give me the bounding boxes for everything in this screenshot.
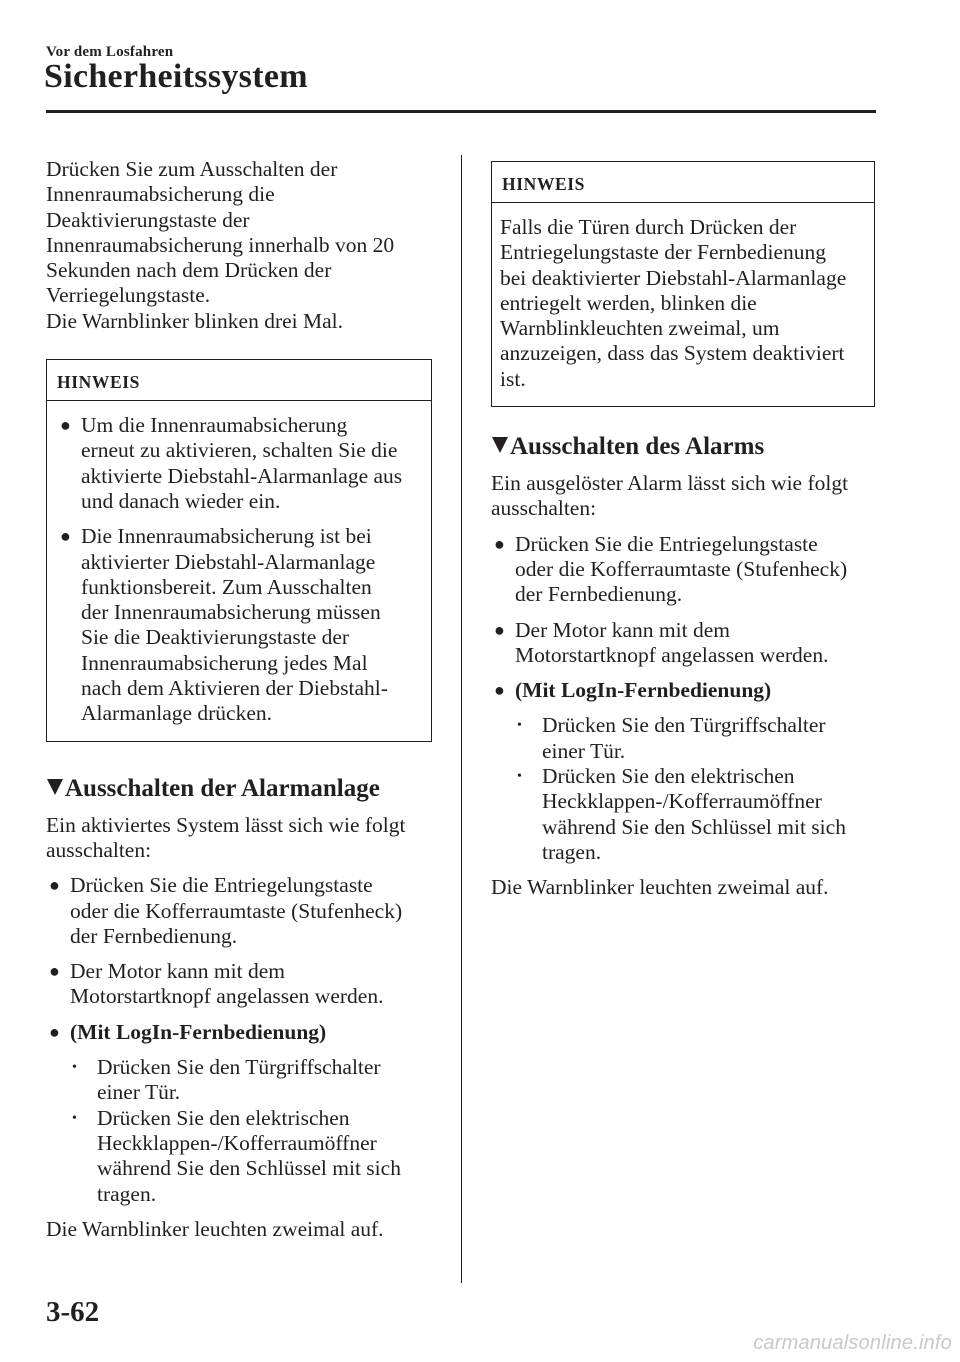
text-line: Drücken Sie zum Ausschalten der <box>46 157 338 181</box>
note-body <box>47 401 431 741</box>
text-line: Der Motor kann mit dem <box>70 959 285 984</box>
list-item <box>46 873 436 949</box>
text-line: Heckklappen-/Kofferraumöffner <box>542 789 822 814</box>
text-line: Die Innenraumabsicherung ist bei <box>81 524 372 549</box>
text-line: Drücken Sie den Türgriffschalter <box>542 713 826 738</box>
bullet-icon: ● <box>60 526 71 547</box>
list-item <box>57 524 423 726</box>
text-line: Die Warnblinker blinken drei Mal. <box>46 308 344 333</box>
sub-list-item <box>46 1055 436 1106</box>
bullet-icon: ● <box>60 415 71 436</box>
text-line: Innenraumabsicherung innerhalb von 20 <box>46 232 395 257</box>
text-line: Alarmanlage drücken. <box>81 701 273 726</box>
bullet-list <box>46 873 436 1207</box>
text-line: während Sie den Schlüssel mit sich <box>97 1156 401 1181</box>
section-intro <box>46 813 436 864</box>
text-line: der Innenraumabsicherung müssen <box>81 600 381 625</box>
closing-text: Die Warnblinker leuchten zweimal auf. <box>491 875 829 900</box>
text-line: Drücken Sie den elektrischen <box>97 1105 350 1130</box>
text-line: Innenraumabsicherung die <box>46 182 275 207</box>
text-line: Drücken Sie den elektrischen <box>542 764 795 789</box>
text-line: Heckklappen-/Kofferraumöffner <box>97 1130 377 1155</box>
note-box <box>46 359 432 742</box>
note-heading: HINWEIS <box>502 174 585 194</box>
text-line: der Fernbedienung. <box>70 923 238 948</box>
text-line: Verriegelungstaste. <box>46 283 211 308</box>
list-item <box>46 959 436 1010</box>
text-line: Entriegelungstaste der Fernbedienung <box>500 240 826 265</box>
text-line: ausschalten: <box>491 496 597 521</box>
text-line: Drücken Sie die Entriegelungstaste <box>70 873 373 898</box>
text-line: oder die Kofferraumtaste (Stufenheck) <box>515 556 848 581</box>
text-line: Der Motor kann mit dem <box>515 617 730 642</box>
section-label: Vor dem Losfahren <box>46 44 174 60</box>
text-line: aktivierte Diebstahl-Alarmanlage aus <box>81 463 403 488</box>
list-item <box>491 678 881 703</box>
triangle-icon <box>47 779 63 795</box>
text-line: einer Tür. <box>542 738 626 763</box>
page-title: Sicherheitssystem <box>44 58 308 95</box>
section-heading <box>491 432 881 462</box>
text-line: Falls die Türen durch Drücken der <box>500 215 797 239</box>
bullet-icon: ● <box>494 619 505 640</box>
note-box <box>491 161 875 407</box>
text-line: Warnblinkleuchten zweimal, um <box>500 316 780 341</box>
text-line: tragen. <box>542 839 602 864</box>
text-line: Innenraumabsicherung jedes Mal <box>81 650 368 675</box>
column-divider <box>461 155 462 1283</box>
text-line: funktionsbereit. Zum Ausschalten <box>81 574 372 599</box>
text-line: einer Tür. <box>97 1080 181 1105</box>
section-heading <box>46 774 436 804</box>
bullet-icon: ● <box>49 961 60 982</box>
text-line: und danach wieder ein. <box>81 488 281 513</box>
title-rule <box>46 110 876 113</box>
text-line: Drücken Sie die Entriegelungstaste <box>515 531 818 556</box>
text-line: ist. <box>500 366 526 391</box>
sub-list-item <box>491 764 881 865</box>
text-line: Motorstartknopf angelassen werden. <box>70 984 384 1009</box>
text-line: entriegelt werden, blinken die <box>500 290 757 315</box>
watermark: carmanualsonline.info <box>753 1332 952 1354</box>
intro-paragraph <box>46 157 436 334</box>
bullet-list <box>491 532 881 866</box>
text-line: aktivierter Diebstahl-Alarmanlage <box>81 549 376 574</box>
section-intro <box>491 471 881 522</box>
bullet-icon: ● <box>494 680 505 701</box>
text-line: ausschalten: <box>46 837 152 862</box>
sub-bullet-icon: • <box>72 1110 77 1126</box>
list-item <box>46 1020 436 1045</box>
text-line: Deaktivierungstaste der <box>46 207 250 232</box>
text-line: Ein ausgelöster Alarm lässt sich wie folgt <box>491 471 849 496</box>
bullet-icon: ● <box>49 875 60 896</box>
text-line: während Sie den Schlüssel mit sich <box>542 814 846 839</box>
bullet-icon: ● <box>49 1021 60 1042</box>
list-item <box>57 413 423 514</box>
text-line: Ein aktiviertes System lässt sich wie folgt <box>46 812 406 837</box>
bullet-icon: ● <box>494 533 505 554</box>
section-heading-text: Ausschalten der Alarmanlage <box>65 774 380 802</box>
text-line: tragen. <box>97 1181 157 1206</box>
list-item <box>491 532 881 608</box>
sub-bullet-icon: • <box>517 769 522 785</box>
sub-bullet-icon: • <box>517 718 522 734</box>
section-heading-text: Ausschalten des Alarms <box>510 433 765 461</box>
text-line: anzuzeigen, dass das System deaktiviert <box>500 341 845 366</box>
text-line: Motorstartknopf angelassen werden. <box>515 642 829 667</box>
text-line: erneut zu aktivieren, schalten Sie die <box>81 438 398 463</box>
left-column <box>46 157 436 1242</box>
text-line: Sie die Deaktivierungstaste der <box>81 625 350 650</box>
sub-list-item <box>46 1106 436 1207</box>
right-column <box>491 161 881 901</box>
text-line: Sekunden nach dem Drücken der <box>46 258 332 283</box>
text-line: der Fernbedienung. <box>515 582 683 607</box>
page-number: 3-62 <box>46 1296 100 1328</box>
closing-text: Die Warnblinker leuchten zweimal auf. <box>46 1216 384 1241</box>
note-body <box>492 203 874 406</box>
text-line: (Mit LogIn-Fernbedienung) <box>515 678 772 703</box>
sub-bullet-icon: • <box>72 1060 77 1076</box>
text-line: oder die Kofferraumtaste (Stufenheck) <box>70 898 403 923</box>
text-line: bei deaktivierter Diebstahl-Alarmanlage <box>500 265 847 290</box>
sub-list-item <box>491 713 881 764</box>
note-heading: HINWEIS <box>57 372 140 393</box>
list-item <box>491 618 881 669</box>
text-line: nach dem Aktivieren der Diebstahl- <box>81 676 388 701</box>
text-line: Um die Innenraumabsicherung <box>81 413 348 438</box>
text-line: (Mit LogIn-Fernbedienung) <box>70 1019 327 1044</box>
text-line: Drücken Sie den Türgriffschalter <box>97 1055 381 1080</box>
triangle-icon <box>492 437 508 453</box>
